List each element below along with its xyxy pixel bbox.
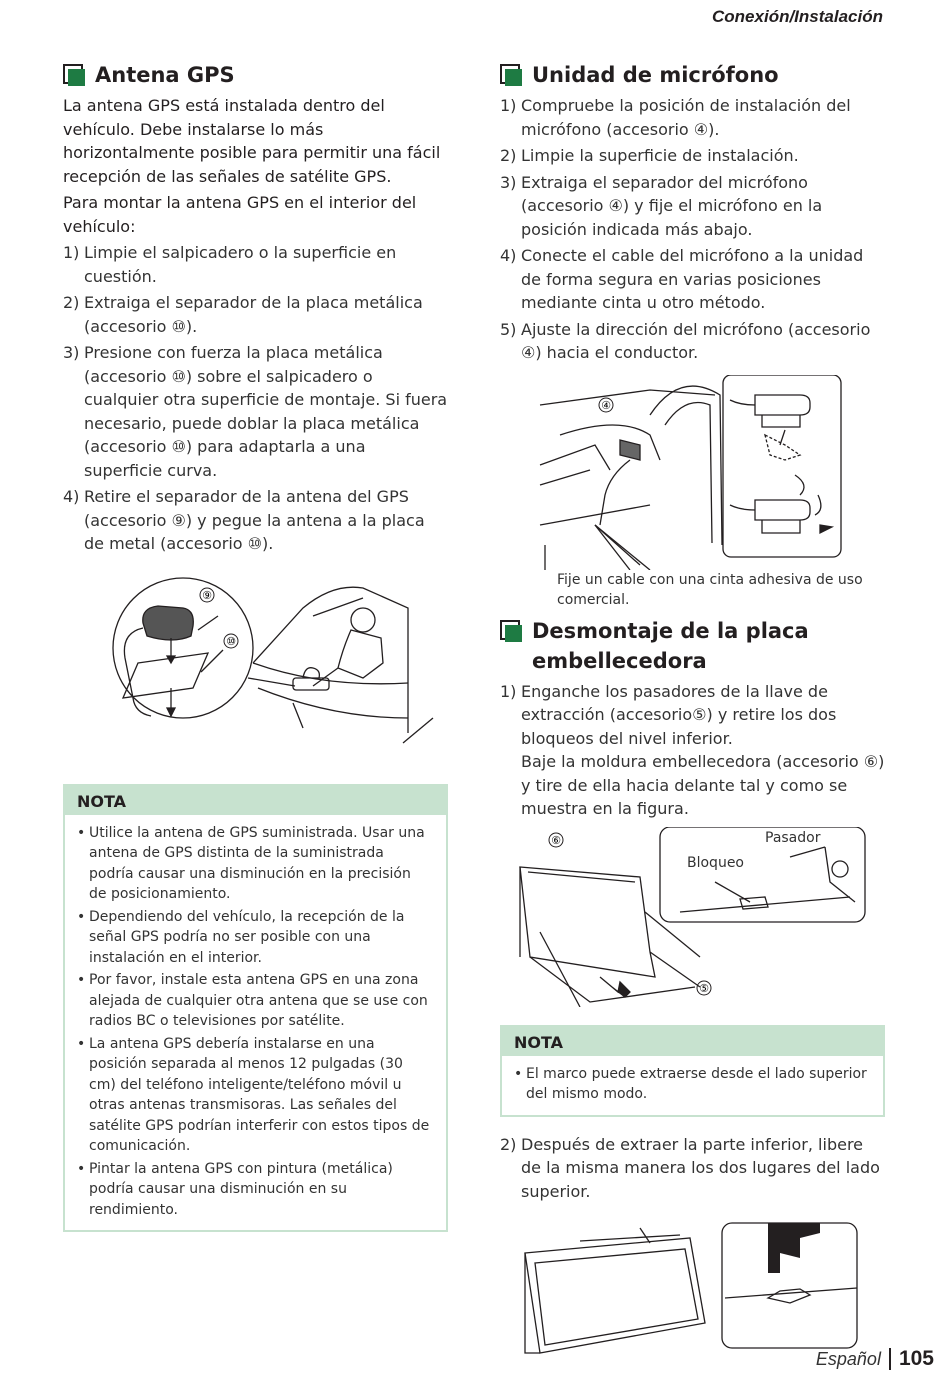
gps-antenna-illustration [63,568,448,758]
section-marker-icon [63,64,85,86]
page-number: 105 [898,1347,934,1370]
gps-steps-list [63,241,448,556]
note-heading: NOTA [65,786,446,815]
trim-callout: ⑥ [551,833,561,847]
plate-callout: ⑩ [226,634,236,648]
note-item: • Pintar la antena GPS con pintura (metálica) podría causar una disminución en su rendimiento. [77,1159,432,1221]
note-item: • La antena GPS debería instalarse en una posición separada al menos 12 pulgadas (30 cm) del teléfono inteligente/teléfono móvil u otras antenas transmisoras. Las señales del satélite GPS podrían interferir con estos tipos de comunicación. [77,1034,432,1157]
section-marker-icon [500,64,522,86]
trim-section-title: Desmontaje de la placa embellecedora [532,618,809,673]
trim-steps-list-2 [500,1133,885,1204]
trim-section-heading [500,616,885,676]
gps-note-box [63,784,448,1233]
left-column [63,60,448,1232]
trim-removal-illustration [500,827,885,1007]
pin-label: Pasador [765,829,821,846]
gps-step: 4) Retire el separador de la antena del GPS (accesorio ⑨) y pegue la antena a la placa de metal (accesorio ⑩). [63,487,425,553]
note-item: • El marco puede extraerse desde el lado superior del mismo modo. [514,1064,869,1105]
trim-steps-list [500,680,885,821]
microphone-illustration [500,375,885,570]
right-column [500,60,885,1363]
mic-figure-caption: Fije un cable con una cinta adhesiva de uso comercial. [557,571,863,608]
key-callout: ⑤ [699,981,709,995]
gps-step: 2) Extraiga el separador de la placa metálica (accesorio ⑩). [63,293,423,336]
trim-step: 2) Después de extraer la parte inferior, libere de la misma manera los dos lugares del lado superior. [500,1134,880,1201]
gps-mount-intro: Para montar la antena GPS en el interior del vehículo: [63,193,417,236]
page-header-title: Conexión/Instalación [712,7,883,26]
antenna-callout: ⑨ [202,588,212,602]
trim-note-box [500,1025,885,1117]
upper-release-illustration [500,1213,885,1363]
gps-step: 1) Limpie el salpicadero o la superficie en cuestión. [63,243,397,286]
trim-step-extra: Baje la moldura embellecedora (accesorio ⑥) y tire de ella hacia delante tal y como se muestra en la figura. [521,752,885,818]
page-footer [816,1347,934,1371]
note-item: • Utilice la antena de GPS suministrada. Usar una antena de GPS distinta de la suministrada podría causar una disminución en la precisión de posicionamiento. [77,823,432,905]
lock-label: Bloqueo [687,854,744,871]
footer-divider [889,1348,891,1370]
trim-step: 1) Enganche los pasadores de la llave de extracción (accesorio⑤) y retire los dos bloqueos del nivel inferior. Baje la moldura embellecedora (accesorio ⑥) y tire de ella hacia delante tal y como se muestra en la figura. [500,681,885,818]
mic-callout: ④ [601,398,611,412]
mic-step: 3) Extraiga el separador del micrófono (accesorio ④) y fije el micrófono en la posición indicada más abajo. [500,172,823,239]
mic-section-title: Unidad de micrófono [532,63,779,87]
gps-section-title: Antena GPS [95,63,235,87]
gps-step: 3) Presione con fuerza la placa metálica (accesorio ⑩) sobre el salpicadero o cualquier otra superficie de montaje. Si fuera necesario, puede doblar la placa metálica (accesorio ⑩) para adaptarla a una superficie curva. [63,343,448,480]
mic-step: 2) Limpie la superficie de instalación. [500,146,799,165]
note-item: • Por favor, instale esta antena GPS en una zona alejada de cualquier otra antena que se use con radios BC o televisiones por satélite. [77,970,432,1032]
mic-step: 4) Conecte el cable del micrófono a la unidad de forma segura en varias posiciones mediante cinta u otro método. [500,246,864,312]
note-item: • Dependiendo del vehículo, la recepción de la señal GPS podría no ser posible con una instalación en el interior. [77,907,432,969]
mic-steps-list [500,94,885,365]
mic-section-heading [500,60,885,90]
note-list [65,815,446,1231]
gps-section-heading [63,60,448,90]
gps-intro-paragraph: La antena GPS está instalada dentro del vehículo. Debe instalarse lo más horizontalmente posible para permitir una fácil recepción de las señales de satélite GPS. [63,96,441,186]
mic-step: 5) Ajuste la dirección del micrófono (accesorio ④) hacia el conductor. [500,319,871,362]
note-list [502,1056,883,1115]
mic-step: 1) Compruebe la posición de instalación del micrófono (accesorio ④). [500,96,851,139]
note-heading: NOTA [502,1027,883,1056]
footer-language: Español [815,1348,881,1369]
section-marker-icon [500,620,522,642]
